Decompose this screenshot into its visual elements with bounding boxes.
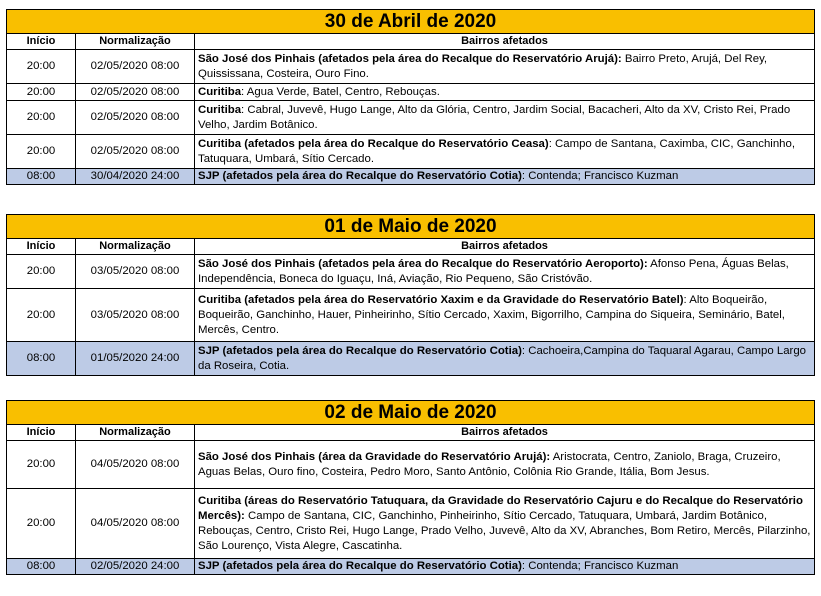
table-row: [7, 84, 815, 101]
day-title: 02 de Maio de 2020: [7, 401, 815, 425]
bairros-cell: [195, 50, 815, 84]
header-bairros: Bairros afetados: [195, 34, 815, 50]
table-row: [7, 342, 815, 376]
neighborhoods-text: : Alto Boqueirão, Boqueirão, Ganchinho, Hauer, Pinheirinho, Sítio Cercado, Xaxim, Bigorrilho, Campina do Siqueira, Seminário, Batel, Mercês, Centro.: [198, 293, 785, 336]
inicio-cell: 20:00: [7, 50, 76, 84]
normalizacao-cell: 03/05/2020 08:00: [76, 255, 195, 289]
normalizacao-cell: 02/05/2020 08:00: [76, 101, 195, 135]
bairros-cell: [195, 84, 815, 101]
region-label: Curitiba (afetados pela área do Reservatório Xaxim e da Gravidade do Reservatório Batel): [198, 293, 684, 306]
region-label: Curitiba: [198, 103, 242, 116]
neighborhoods-text: Bairro Preto, Arujá, Del Rey, Quississana, Costeira, Ouro Fino.: [198, 52, 768, 80]
normalizacao-cell: 02/05/2020 08:00: [76, 135, 195, 169]
schedule-table: [6, 400, 815, 575]
table-row: [7, 169, 815, 185]
inicio-cell: 08:00: [7, 169, 76, 185]
day-table-02-maio: [6, 400, 814, 575]
inicio-cell: 20:00: [7, 135, 76, 169]
header-normalizacao: Normalização: [76, 425, 195, 441]
header-normalizacao: Normalização: [76, 34, 195, 50]
table-row: [7, 489, 815, 559]
neighborhoods-text: : Campo de Santana, Caximba, CIC, Ganchinho, Tatuquara, Umbará, Sítio Cercado.: [198, 137, 795, 165]
table-row: [7, 441, 815, 489]
table-row: [7, 101, 815, 135]
neighborhoods-text: Afonso Pena, Águas Belas, Independência, Boneca do Iguaçu, Iná, Aviação, Rio Pequeno, São Cristóvão.: [198, 257, 789, 285]
neighborhoods-text: : Contenda; Francisco Kuzman: [521, 560, 679, 572]
bairros-cell: [195, 559, 815, 575]
neighborhoods-text: Aristocrata, Centro, Zaniolo, Braga, Cruzeiro, Aguas Belas, Ouro fino, Costeira, Pedro Moro, Santo Antônio, Colônia Rio Grande, Itália, Bom Jesus.: [198, 450, 781, 478]
header-bairros: Bairros afetados: [195, 239, 815, 255]
day-title: 01 de Maio de 2020: [7, 215, 815, 239]
neighborhoods-text: : Contenda; Francisco Kuzman: [521, 170, 679, 182]
header-inicio: Início: [7, 425, 76, 441]
normalizacao-cell: 04/05/2020 08:00: [76, 489, 195, 559]
table-row: [7, 50, 815, 84]
table-row: [7, 255, 815, 289]
table-row: [7, 135, 815, 169]
inicio-cell: 20:00: [7, 84, 76, 101]
normalizacao-cell: 03/05/2020 08:00: [76, 289, 195, 342]
inicio-cell: 20:00: [7, 441, 76, 489]
neighborhoods-text: : Agua Verde, Batel, Centro, Rebouças.: [241, 85, 440, 98]
bairros-cell: [195, 289, 815, 342]
schedule-table: [6, 9, 815, 185]
bairros-cell: [195, 101, 815, 135]
normalizacao-cell: 02/05/2020 24:00: [76, 559, 195, 575]
header-normalizacao: Normalização: [76, 239, 195, 255]
day-table-01-maio: [6, 214, 814, 376]
region-label: São José dos Pinhais (afetados pela área do Recalque do Reservatório Aeroporto):: [198, 257, 648, 270]
bairros-cell: [195, 255, 815, 289]
normalizacao-cell: 01/05/2020 24:00: [76, 342, 195, 376]
normalizacao-cell: 30/04/2020 24:00: [76, 169, 195, 185]
region-label: São José dos Pinhais (área da Gravidade do Reservatório Arujá):: [198, 450, 551, 463]
region-label: SJP (afetados pela área do Recalque do Reservatório Cotia): [198, 170, 522, 182]
region-label: Curitiba (afetados pela área do Recalque do Reservatório Ceasa): [198, 137, 549, 150]
schedule-table: [6, 214, 815, 376]
region-label: SJP (afetados pela área do Recalque do Reservatório Cotia): [198, 560, 522, 572]
header-inicio: Início: [7, 34, 76, 50]
inicio-cell: 20:00: [7, 289, 76, 342]
day-table-30-abril: [6, 9, 814, 185]
region-label: SJP (afetados pela área do Recalque do Reservatório Cotia): [198, 344, 522, 357]
table-row: [7, 289, 815, 342]
region-label: São José dos Pinhais (afetados pela área do Recalque do Reservatório Arujá):: [198, 52, 622, 65]
header-inicio: Início: [7, 239, 76, 255]
inicio-cell: 20:00: [7, 489, 76, 559]
table-row: [7, 559, 815, 575]
neighborhoods-text: : Cabral, Juvevê, Hugo Lange, Alto da Glória, Centro, Jardim Social, Bacacheri, Alto da XV, Cristo Rei, Prado Velho, Jardim Botânico.: [198, 103, 791, 131]
neighborhoods-text: Campo de Santana, CIC, Ganchinho, Pinheirinho, Sítio Cercado, Tatuquara, Umbará, Jardim Botânico, Rebouças, Centro, Cristo Rei, Hugo Lange, Prado Velho, Juvevê, Alto da XV, Abranches, Bom Retiro, Mercês, Pilarzinho, São Lourenço, Vista Alegre, Cascatinha.: [198, 509, 811, 552]
normalizacao-cell: 02/05/2020 08:00: [76, 50, 195, 84]
bairros-cell: [195, 135, 815, 169]
header-bairros: Bairros afetados: [195, 425, 815, 441]
bairros-cell: [195, 169, 815, 185]
normalizacao-cell: 02/05/2020 08:00: [76, 84, 195, 101]
bairros-cell: [195, 489, 815, 559]
day-title: 30 de Abril de 2020: [7, 10, 815, 34]
region-label: Curitiba (áreas do Reservatório Tatuquara, da Gravidade do Reservatório Cajuru e do Recalque do Reservatório Mercês):: [198, 494, 803, 522]
region-label: Curitiba: [198, 85, 242, 98]
bairros-cell: [195, 441, 815, 489]
neighborhoods-text: : Cachoeira,Campina do Taquaral Agarau, Campo Largo da Roseira, Cotia.: [198, 344, 807, 372]
normalizacao-cell: 04/05/2020 08:00: [76, 441, 195, 489]
inicio-cell: 20:00: [7, 255, 76, 289]
bairros-cell: [195, 342, 815, 376]
inicio-cell: 08:00: [7, 342, 76, 376]
inicio-cell: 20:00: [7, 101, 76, 135]
inicio-cell: 08:00: [7, 559, 76, 575]
